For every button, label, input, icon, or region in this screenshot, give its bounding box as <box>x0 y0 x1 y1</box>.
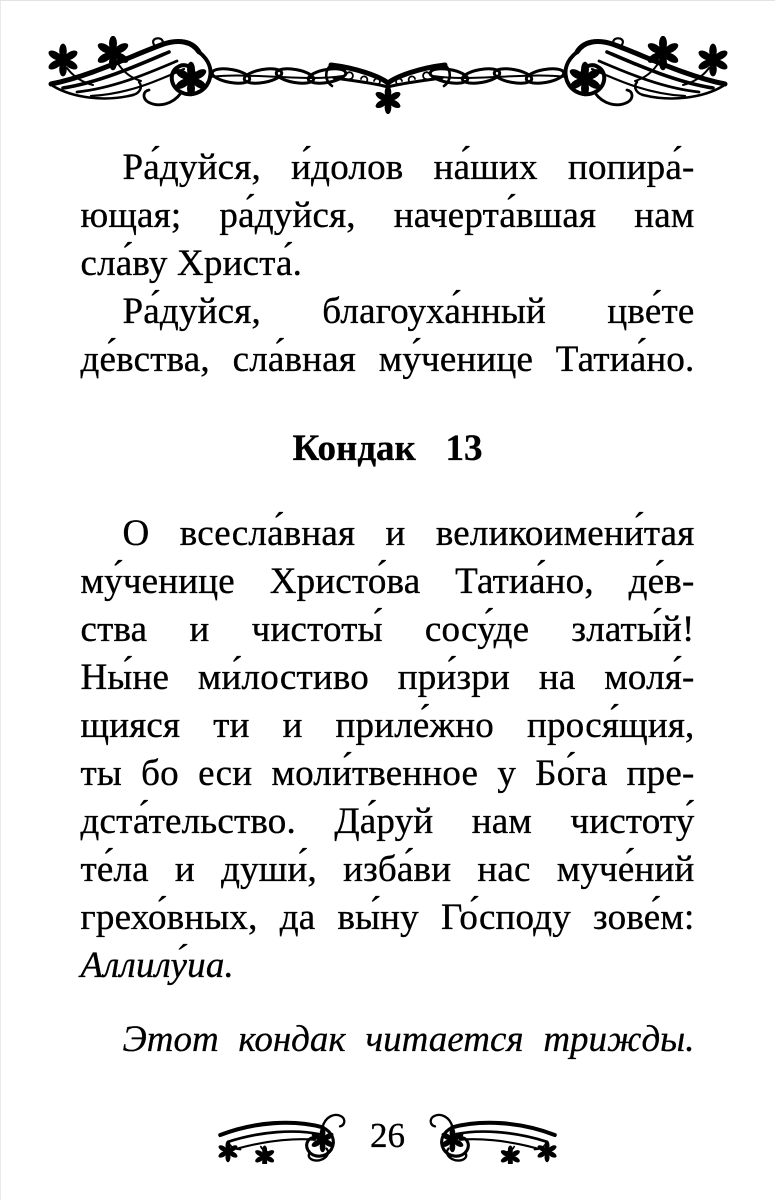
text-line: Аллилу́иа. <box>80 945 234 986</box>
text-line: ющая; ра́дуйся, начерта́вшая нам <box>80 195 695 236</box>
text-line: Ра́дуйся, и́долов на́ших попира́- <box>122 147 695 188</box>
text-line: те́ла и души́, изба́ви нас муче́ний <box>80 849 695 890</box>
text-line: ства и чистоты́ сосу́де златы́й! <box>80 609 695 650</box>
paragraph <box>81 510 695 990</box>
text-line: де́вства, сла́вная му́ченице Татиа́но. <box>80 339 695 380</box>
paragraph <box>81 144 695 288</box>
text-line: ты бо еси моли́твенное у Бо́га пре- <box>80 753 695 794</box>
footer-left-flourish <box>212 1108 354 1164</box>
text-line: Ны́не ми́лостиво при́зри на моля́- <box>80 657 695 698</box>
header-flourish-ornament <box>43 36 733 120</box>
text-line: сла́ву Христа́. <box>80 243 303 284</box>
text-line: щияся ти и приле́жно прося́щия, <box>80 705 695 746</box>
text-line: дста́тельство. Да́руй нам чистоту́ <box>80 801 695 842</box>
text-line: грехо́вных, да вы́ну Го́споду зове́м: <box>80 897 695 938</box>
text-line: О всесла́вная и великоимени́тая <box>122 513 695 554</box>
text-line: Ра́дуйся, благоуха́нный цве́те <box>122 291 695 332</box>
body-text <box>81 510 695 990</box>
paragraph <box>81 288 695 384</box>
section-heading: Кондак 13 <box>292 428 483 469</box>
body-text <box>81 144 695 384</box>
footer-right-flourish <box>421 1108 563 1164</box>
page-number: 26 <box>370 1116 405 1155</box>
text-line: му́ченице Христо́ва Татиа́но, де́в- <box>80 561 695 602</box>
rubric-line: Этот кондак читается трижды. <box>122 1019 695 1060</box>
page-footer <box>0 1108 775 1164</box>
